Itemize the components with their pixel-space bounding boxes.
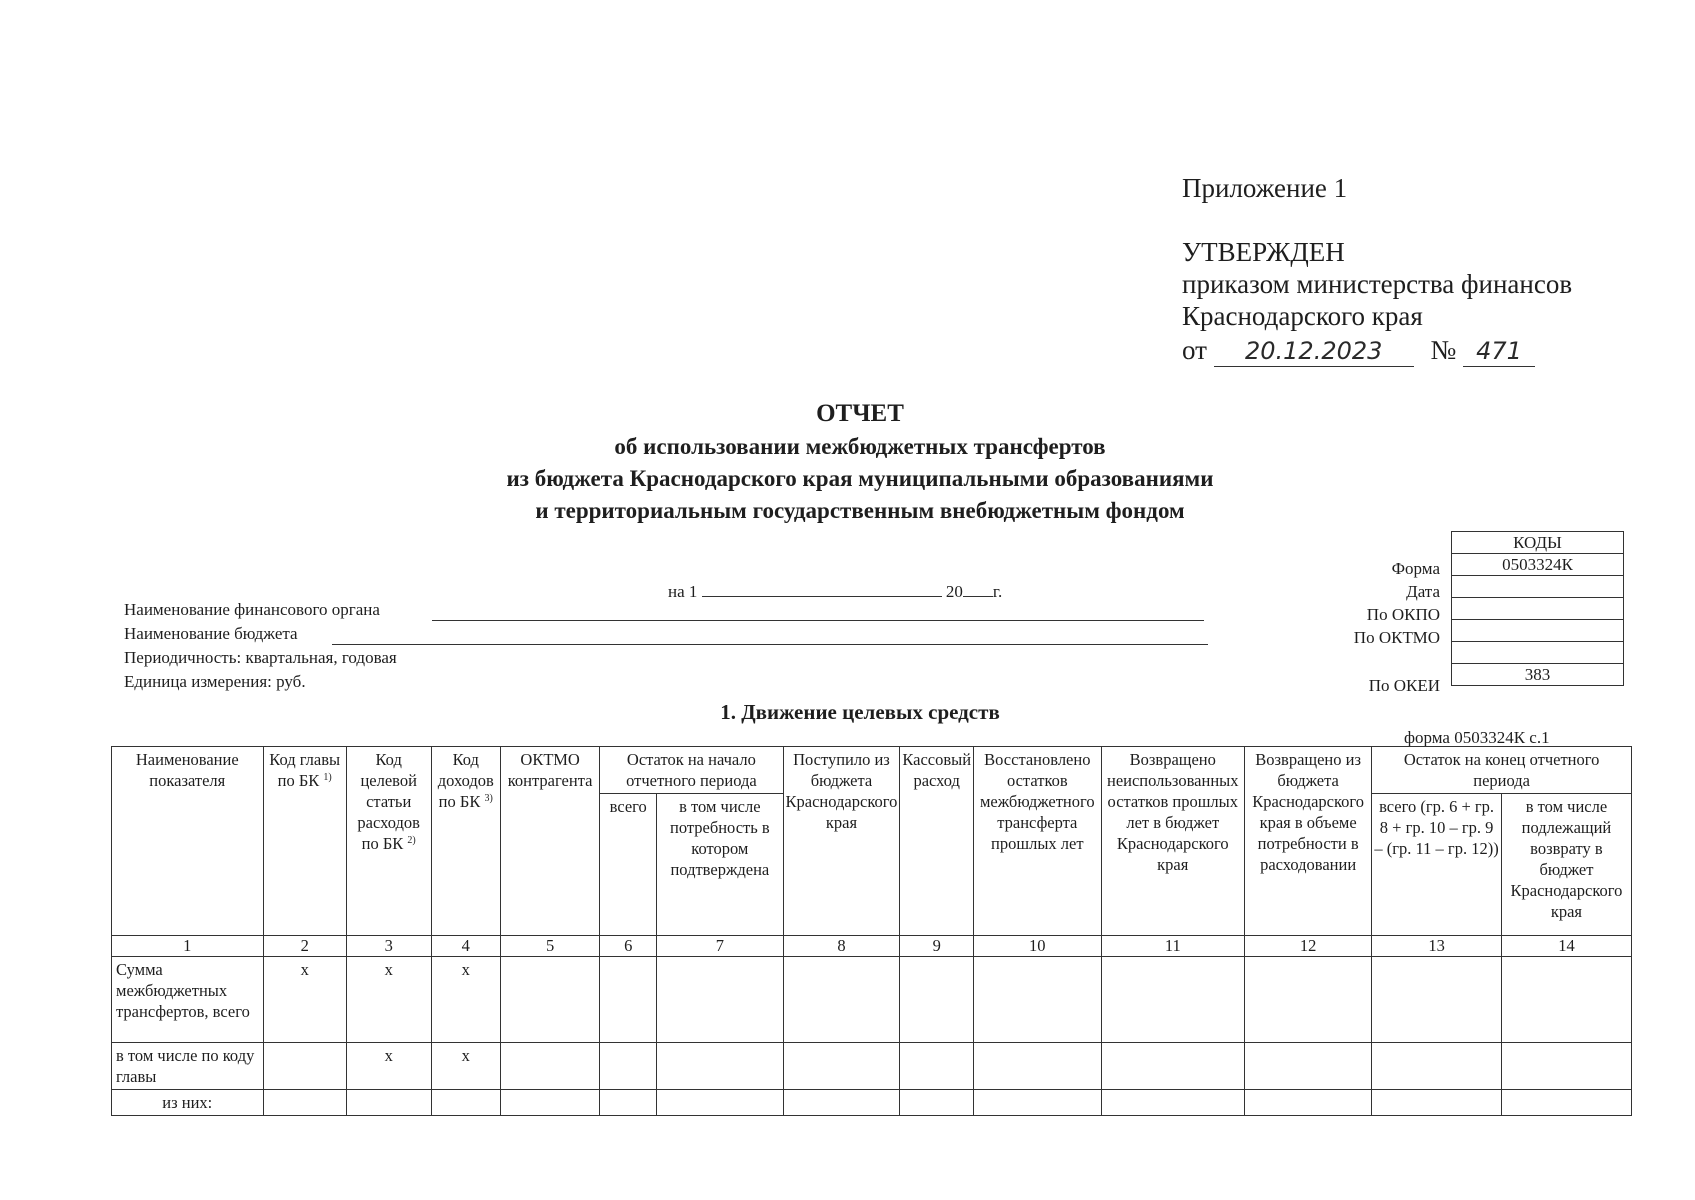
th-name: Наименование показателя (112, 747, 264, 936)
codes-date[interactable] (1452, 576, 1624, 598)
codes-label-oktmo: По ОКТМО (1353, 628, 1440, 647)
table-cell[interactable] (900, 957, 974, 1043)
codes-label-okpo: По ОКПО (1366, 605, 1440, 624)
report-subtitle-3: и территориальным государственным внебюджетным фондом (535, 498, 1185, 523)
table-cell[interactable] (657, 1090, 783, 1116)
year-blank[interactable] (963, 580, 993, 597)
column-number-row (112, 936, 1632, 957)
budget-field[interactable] (332, 644, 1208, 645)
table-cell: x (346, 1043, 431, 1090)
table-cell: x (431, 1043, 500, 1090)
table-row (112, 1090, 1632, 1116)
table-cell[interactable] (1372, 1043, 1502, 1090)
table-cell[interactable] (1101, 1090, 1244, 1116)
column-number: 1 (112, 936, 264, 957)
periodicity-label: Периодичность: квартальная, годовая (124, 648, 397, 667)
table-cell[interactable] (1501, 957, 1631, 1043)
column-number: 12 (1245, 936, 1372, 957)
column-number: 4 (431, 936, 500, 957)
codes-oktmo[interactable] (1452, 620, 1624, 642)
fin-org-field[interactable] (432, 620, 1204, 621)
codes-okpo[interactable] (1452, 598, 1624, 620)
table-cell[interactable] (783, 1043, 900, 1090)
table-cell[interactable] (783, 1090, 900, 1116)
th-ost-start: Остаток на начало отчетного периода (600, 747, 783, 794)
column-number: 3 (346, 936, 431, 957)
table-cell[interactable] (1245, 1090, 1372, 1116)
codes-okei: 383 (1452, 664, 1624, 686)
order-line-2: Краснодарского края (1182, 301, 1423, 331)
table-row (112, 1043, 1632, 1090)
row-name: Сумма межбюджетных трансфертов, всего (112, 957, 264, 1043)
table-cell[interactable] (1101, 1043, 1244, 1090)
table-cell[interactable] (1372, 957, 1502, 1043)
from-label: от (1182, 335, 1207, 365)
table-cell[interactable] (1372, 1090, 1502, 1116)
th-oktmo: ОКТМО контрагента (500, 747, 599, 936)
appendix-label: Приложение 1 (1182, 173, 1348, 203)
table-cell[interactable] (600, 1043, 657, 1090)
codes-box (1451, 531, 1624, 686)
codes-label-date: Дата (1406, 582, 1440, 601)
order-line-1: приказом министерства финансов (1182, 269, 1573, 299)
number-label: № (1430, 335, 1457, 365)
column-number: 9 (900, 936, 974, 957)
row-name: в том числе по коду главы (112, 1043, 264, 1090)
report-subtitle-2: из бюджета Краснодарского края муниципальными образованиями (506, 466, 1214, 491)
table-cell[interactable] (783, 957, 900, 1043)
report-title: ОТЧЕТ (816, 400, 904, 427)
approved-label: УТВЕРЖДЕН (1182, 237, 1345, 267)
codes-form: 0503324К (1452, 554, 1624, 576)
table-cell[interactable] (974, 1090, 1101, 1116)
table-cell: x (431, 957, 500, 1043)
row-name: из них: (112, 1090, 264, 1116)
th-ost-end: Остаток на конец отчетного периода (1372, 747, 1632, 794)
column-number: 8 (783, 936, 900, 957)
column-number: 7 (657, 936, 783, 957)
th-cel: Код целевой статьи расходов по БК $^{2)}$ (346, 747, 431, 936)
th-doh: Код доходов по БК $^{3)}$ (431, 747, 500, 936)
th-vosst: Восстановлено остатков межбюджетного трансферта прошлых лет (974, 747, 1101, 936)
column-number: 14 (1501, 936, 1631, 957)
table-cell[interactable] (900, 1090, 974, 1116)
codes-label-okei: По ОКЕИ (1368, 676, 1440, 695)
transfers-table (111, 746, 1632, 1116)
table-cell[interactable] (500, 1090, 599, 1116)
table-cell[interactable] (1245, 957, 1372, 1043)
column-number: 2 (263, 936, 346, 957)
column-number: 10 (974, 936, 1101, 957)
codes-extra[interactable] (1452, 642, 1624, 664)
report-date-line: на 1 20 г. (668, 582, 1003, 601)
table-cell[interactable] (1501, 1090, 1631, 1116)
codes-label-form: Форма (1391, 559, 1440, 578)
table-cell[interactable] (600, 1090, 657, 1116)
order-date: 20.12.2023 (1244, 337, 1383, 365)
th-vozvr-neisp: Возвращено неиспользованных остатков прошлых лет в бюджет Краснодарского края (1101, 747, 1244, 936)
th-potreb: в том числе потребность в котором подтверждена (657, 794, 783, 936)
th-end-vozvr: в том числе подлежащий возврату в бюджет Краснодарского края (1501, 794, 1631, 936)
table-cell[interactable] (500, 957, 599, 1043)
form-ref: форма 0503324К с.1 (1404, 728, 1550, 747)
order-number: 471 (1476, 337, 1522, 365)
table-cell[interactable] (431, 1090, 500, 1116)
table-cell[interactable] (974, 957, 1101, 1043)
fin-org-label: Наименование финансового органа (124, 600, 380, 619)
th-end-vsego: всего (гр. 6 + гр. 8 + гр. 10 – гр. 9 – (гр. 11 – гр. 12)) (1372, 794, 1502, 936)
table-cell[interactable] (346, 1090, 431, 1116)
table-row (112, 957, 1632, 1043)
column-number: 13 (1372, 936, 1502, 957)
table-cell[interactable] (974, 1043, 1101, 1090)
table-cell: x (346, 957, 431, 1043)
table-cell: x (263, 957, 346, 1043)
budget-label: Наименование бюджета (124, 624, 298, 643)
table-cell[interactable] (263, 1090, 346, 1116)
table-cell[interactable] (1101, 957, 1244, 1043)
table-cell[interactable] (263, 1043, 346, 1090)
th-glava: Код главы по БК $^{1)}$ (263, 747, 346, 936)
table-cell[interactable] (1501, 1043, 1631, 1090)
table-cell[interactable] (657, 957, 783, 1043)
report-subtitle-1: об использовании межбюджетных трансфертов (614, 434, 1106, 459)
table-cell[interactable] (600, 957, 657, 1043)
th-postup: Поступило из бюджета Краснодарского края (783, 747, 900, 936)
column-number: 6 (600, 936, 657, 957)
th-vsego: всего (600, 794, 657, 936)
table-cell[interactable] (657, 1043, 783, 1090)
table-cell[interactable] (500, 1043, 599, 1090)
date-blank[interactable] (702, 580, 942, 597)
section-title: 1. Движение целевых средств (720, 700, 1000, 724)
unit-label: Единица измерения: руб. (124, 672, 306, 691)
table-cell[interactable] (1245, 1043, 1372, 1090)
column-number: 11 (1101, 936, 1244, 957)
th-kass: Кассовый расход (900, 747, 974, 936)
th-vozvr-iz: Возвращено из бюджета Краснодарского края в объеме потребности в расходовании (1245, 747, 1372, 936)
column-number: 5 (500, 936, 599, 957)
order-date-line (1182, 334, 1535, 367)
table-cell[interactable] (900, 1043, 974, 1090)
codes-header: КОДЫ (1452, 532, 1624, 554)
